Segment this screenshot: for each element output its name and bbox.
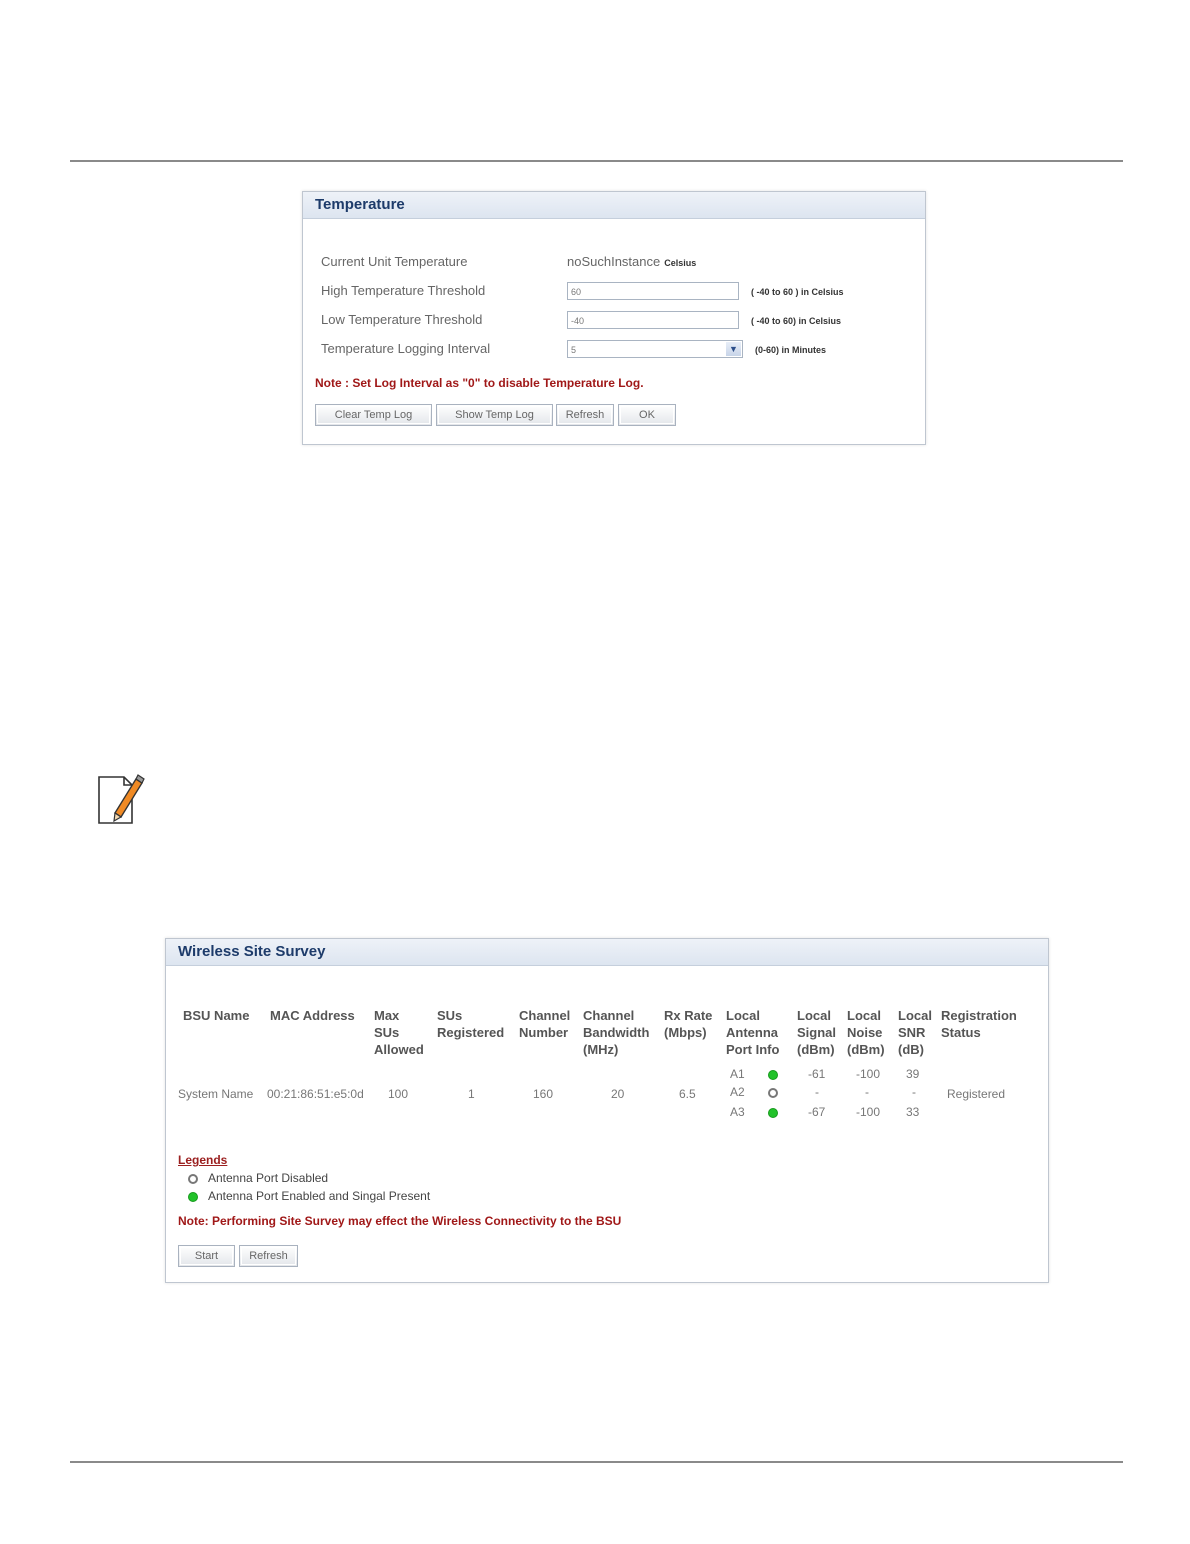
header-sus-registered bbox=[437, 1007, 504, 1041]
header-noise-line: (dBm) bbox=[847, 1042, 885, 1057]
header-signal-line: Signal bbox=[797, 1025, 837, 1040]
survey-note: Note: Performing Site Survey may effect the Wireless Connectivity to the BSU bbox=[178, 1214, 622, 1228]
header-snr-line: Local bbox=[898, 1008, 932, 1023]
header-max-sus bbox=[374, 1007, 424, 1058]
header-noise-line: Noise bbox=[847, 1025, 883, 1040]
noise-a2: - bbox=[865, 1085, 869, 1099]
temperature-title: Temperature bbox=[303, 192, 925, 219]
antenna-enabled-icon bbox=[768, 1070, 778, 1080]
header-registration-line: Registration bbox=[941, 1008, 1017, 1023]
cell-bsu-name: System Name bbox=[178, 1087, 254, 1101]
ok-button[interactable]: OK bbox=[618, 404, 676, 426]
low-threshold-row bbox=[321, 312, 901, 334]
legend-disabled bbox=[188, 1171, 328, 1185]
logging-interval-label: Temperature Logging Interval bbox=[321, 341, 491, 356]
signal-a1: -61 bbox=[808, 1067, 826, 1081]
low-threshold-hint: ( -40 to 60) in Celsius bbox=[751, 316, 842, 326]
header-channel-bandwidth-line: Bandwidth bbox=[583, 1025, 650, 1040]
header-channel-bandwidth-line: (MHz) bbox=[583, 1042, 619, 1057]
legend-enabled-label: Antenna Port Enabled and Singal Present bbox=[208, 1189, 431, 1203]
high-threshold-input[interactable]: 60 bbox=[567, 282, 739, 300]
high-threshold-row bbox=[321, 283, 901, 305]
signal-a2: - bbox=[815, 1085, 819, 1099]
header-registration-line: Status bbox=[941, 1025, 981, 1040]
header-snr-line: SNR bbox=[898, 1025, 926, 1040]
antenna-disabled-icon bbox=[768, 1088, 778, 1098]
cell-channel-number: 160 bbox=[533, 1087, 554, 1101]
logging-interval-select[interactable] bbox=[567, 340, 743, 358]
header-registration-status bbox=[941, 1007, 1017, 1041]
header-antenna-line: Port Info bbox=[726, 1042, 780, 1057]
cell-sus-registered: 1 bbox=[468, 1087, 475, 1101]
current-temp-value: noSuchInstance bbox=[567, 254, 661, 269]
snr-a3: 33 bbox=[906, 1105, 920, 1119]
current-temp-value-wrap bbox=[567, 254, 696, 269]
legends-title: Legends bbox=[178, 1153, 228, 1167]
top-divider bbox=[70, 160, 1123, 162]
temperature-panel bbox=[302, 191, 926, 445]
header-channel-bandwidth-line: Channel bbox=[583, 1008, 635, 1023]
antenna-disabled-icon bbox=[188, 1174, 198, 1184]
clear-temp-log-button[interactable]: Clear Temp Log bbox=[315, 404, 432, 426]
header-snr-line: (dB) bbox=[898, 1042, 924, 1057]
header-bsu-name: BSU Name bbox=[183, 1008, 250, 1023]
header-antenna-line: Antenna bbox=[726, 1025, 778, 1040]
snr-a2: - bbox=[912, 1085, 916, 1099]
logging-interval-value: 5 bbox=[571, 345, 577, 355]
header-rx-rate-line: Rx Rate bbox=[664, 1008, 713, 1023]
start-button[interactable]: Start bbox=[178, 1245, 235, 1267]
antenna-enabled-icon bbox=[768, 1108, 778, 1118]
cell-channel-bandwidth: 20 bbox=[611, 1087, 625, 1101]
antenna-port-a1: A1 bbox=[730, 1067, 745, 1081]
cell-max-sus: 100 bbox=[388, 1087, 409, 1101]
header-sus-registered-line: SUs bbox=[437, 1008, 463, 1023]
header-local-snr bbox=[898, 1007, 932, 1058]
legend-disabled-label: Antenna Port Disabled bbox=[208, 1171, 329, 1185]
header-max-sus-line: SUs bbox=[374, 1025, 400, 1040]
legend-enabled bbox=[188, 1189, 430, 1203]
cell-mac-address: 00:21:86:51:e5:0d bbox=[267, 1087, 364, 1101]
high-threshold-label: High Temperature Threshold bbox=[321, 283, 486, 298]
noise-a1: -100 bbox=[856, 1067, 881, 1081]
header-sus-registered-line: Registered bbox=[437, 1025, 505, 1040]
header-max-sus-line: Allowed bbox=[374, 1042, 424, 1057]
high-threshold-hint: ( -40 to 60 ) in Celsius bbox=[751, 287, 844, 297]
site-survey-title: Wireless Site Survey bbox=[166, 939, 1048, 966]
antenna-port-a3: A3 bbox=[730, 1105, 745, 1119]
current-temp-row bbox=[321, 254, 901, 274]
current-temp-unit: Celsius bbox=[664, 258, 697, 268]
header-noise-line: Local bbox=[847, 1008, 881, 1023]
logging-interval-row bbox=[321, 341, 901, 363]
header-channel-number-line: Channel bbox=[519, 1008, 571, 1023]
header-antenna-line: Local bbox=[726, 1008, 760, 1023]
note-pencil-icon bbox=[96, 771, 146, 827]
header-channel-number-line: Number bbox=[519, 1025, 569, 1040]
logging-interval-hint: (0-60) in Minutes bbox=[755, 345, 827, 355]
snr-a1: 39 bbox=[906, 1067, 920, 1081]
header-rx-rate bbox=[664, 1007, 712, 1041]
low-threshold-input[interactable]: -40 bbox=[567, 311, 739, 329]
header-antenna-port-info bbox=[726, 1007, 779, 1058]
header-local-noise bbox=[847, 1007, 885, 1058]
header-max-sus-line: Max bbox=[374, 1008, 400, 1023]
antenna-enabled-icon bbox=[188, 1192, 198, 1202]
header-channel-bandwidth bbox=[583, 1007, 649, 1058]
antenna-port-a2: A2 bbox=[730, 1085, 745, 1099]
refresh-button[interactable]: Refresh bbox=[556, 404, 614, 426]
survey-refresh-button[interactable]: Refresh bbox=[239, 1245, 298, 1267]
temperature-note: Note : Set Log Interval as "0" to disable Temperature Log. bbox=[315, 376, 644, 390]
site-survey-panel bbox=[165, 938, 1049, 1283]
chevron-down-icon[interactable]: ▼ bbox=[726, 342, 741, 356]
header-mac-address: MAC Address bbox=[270, 1008, 355, 1023]
header-channel-number bbox=[519, 1007, 570, 1041]
header-signal-line: (dBm) bbox=[797, 1042, 835, 1057]
cell-rx-rate: 6.5 bbox=[679, 1087, 696, 1101]
cell-registration-status: Registered bbox=[947, 1087, 1006, 1101]
header-rx-rate-line: (Mbps) bbox=[664, 1025, 707, 1040]
header-local-signal bbox=[797, 1007, 836, 1058]
signal-a3: -67 bbox=[808, 1105, 826, 1119]
current-temp-label: Current Unit Temperature bbox=[321, 254, 468, 269]
show-temp-log-button[interactable]: Show Temp Log bbox=[436, 404, 553, 426]
header-signal-line: Local bbox=[797, 1008, 831, 1023]
noise-a3: -100 bbox=[856, 1105, 881, 1119]
bottom-divider bbox=[70, 1461, 1123, 1463]
low-threshold-label: Low Temperature Threshold bbox=[321, 312, 483, 327]
